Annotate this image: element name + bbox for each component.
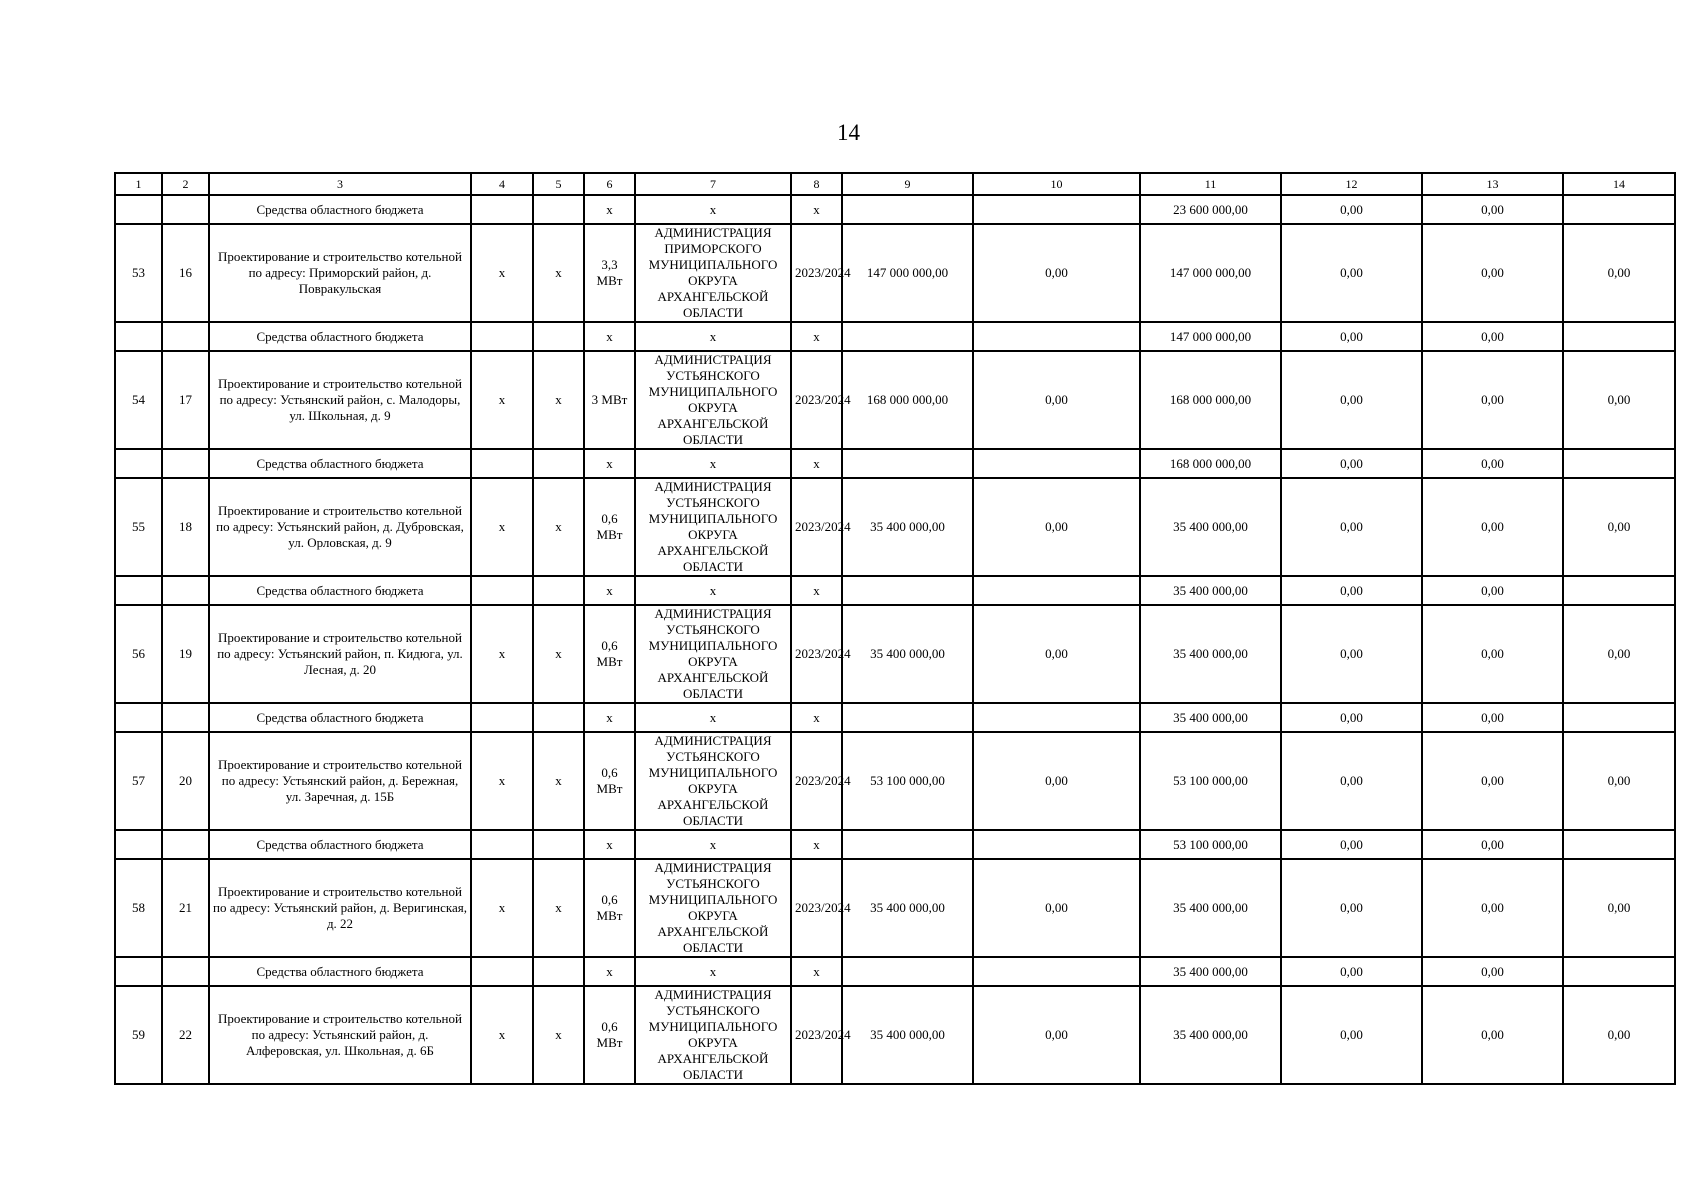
table-cell	[162, 195, 209, 224]
table-cell: 0,00	[1563, 478, 1675, 576]
table-cell: Средства областного бюджета	[209, 576, 471, 605]
table-cell	[162, 703, 209, 732]
project-row	[115, 478, 1675, 576]
table-cell: x	[635, 576, 791, 605]
table-cell: 168 000 000,00	[1140, 351, 1281, 449]
table-cell: 2023/2024	[791, 224, 842, 322]
table-cell	[471, 576, 533, 605]
table-cell: 0,00	[973, 859, 1140, 957]
table-cell	[842, 449, 973, 478]
column-header: 6	[584, 173, 635, 195]
table-cell: 0,00	[973, 478, 1140, 576]
table-cell: 0,00	[1281, 478, 1422, 576]
table-cell: 0,00	[1422, 576, 1563, 605]
table-cell: x	[533, 986, 584, 1084]
table-cell	[471, 703, 533, 732]
table-cell: 56	[115, 605, 162, 703]
table-cell: Проектирование и строительство котельной по адресу: Устьянский район, д. Веригинская, д. 22	[209, 859, 471, 957]
table-cell: 0,00	[973, 224, 1140, 322]
table-cell: 35 400 000,00	[842, 478, 973, 576]
column-header: 13	[1422, 173, 1563, 195]
table-cell: 0,00	[1422, 478, 1563, 576]
table-cell: x	[533, 478, 584, 576]
project-row	[115, 605, 1675, 703]
table-cell	[533, 576, 584, 605]
table-cell	[1563, 957, 1675, 986]
table-cell: Средства областного бюджета	[209, 957, 471, 986]
table-cell: 0,00	[1281, 986, 1422, 1084]
table-cell	[115, 576, 162, 605]
table-cell: АДМИНИСТРАЦИЯ УСТЬЯНСКОГО МУНИЦИПАЛЬНОГО ОКРУГА АРХАНГЕЛЬСКОЙ ОБЛАСТИ	[635, 478, 791, 576]
table-cell	[973, 703, 1140, 732]
table-cell: 0,00	[1281, 732, 1422, 830]
column-header: 3	[209, 173, 471, 195]
table-cell: x	[635, 957, 791, 986]
table-cell: 0,00	[1281, 322, 1422, 351]
table-cell: 17	[162, 351, 209, 449]
header-row	[115, 173, 1675, 195]
funding-source-row	[115, 449, 1675, 478]
table-cell: x	[635, 830, 791, 859]
column-header: 12	[1281, 173, 1422, 195]
table-cell: x	[533, 732, 584, 830]
table-cell: Средства областного бюджета	[209, 195, 471, 224]
table-cell: 0,00	[1281, 859, 1422, 957]
table-cell	[973, 957, 1140, 986]
table-cell: 59	[115, 986, 162, 1084]
table-cell	[842, 830, 973, 859]
table-cell: 57	[115, 732, 162, 830]
table-cell	[1563, 576, 1675, 605]
table-cell: 0,00	[1563, 605, 1675, 703]
table-cell: 0,6 МВт	[584, 605, 635, 703]
table-cell	[1563, 322, 1675, 351]
table-cell: 0,00	[1422, 732, 1563, 830]
project-row	[115, 986, 1675, 1084]
table-cell: 0,6 МВт	[584, 986, 635, 1084]
table-cell: 0,00	[1563, 986, 1675, 1084]
table-cell: АДМИНИСТРАЦИЯ ПРИМОРСКОГО МУНИЦИПАЛЬНОГО ОКРУГА АРХАНГЕЛЬСКОЙ ОБЛАСТИ	[635, 224, 791, 322]
table-cell: 0,00	[1563, 732, 1675, 830]
column-header: 5	[533, 173, 584, 195]
table-cell: 0,00	[973, 605, 1140, 703]
table-cell	[115, 703, 162, 732]
table-cell: 0,00	[1281, 576, 1422, 605]
table-cell: x	[584, 830, 635, 859]
table-cell	[162, 957, 209, 986]
table-cell: Средства областного бюджета	[209, 322, 471, 351]
table-cell: 53 100 000,00	[842, 732, 973, 830]
table-cell: 35 400 000,00	[842, 986, 973, 1084]
table-cell: АДМИНИСТРАЦИЯ УСТЬЯНСКОГО МУНИЦИПАЛЬНОГО ОКРУГА АРХАНГЕЛЬСКОЙ ОБЛАСТИ	[635, 351, 791, 449]
table-cell	[162, 322, 209, 351]
table-cell	[533, 322, 584, 351]
funding-source-row	[115, 703, 1675, 732]
column-header: 4	[471, 173, 533, 195]
table-cell: x	[471, 986, 533, 1084]
table-cell	[162, 576, 209, 605]
table-cell: 35 400 000,00	[1140, 986, 1281, 1084]
table-cell	[115, 830, 162, 859]
table-cell	[973, 576, 1140, 605]
table-cell: 2023/2024	[791, 732, 842, 830]
table-cell	[162, 830, 209, 859]
table-cell	[533, 830, 584, 859]
funding-source-row	[115, 195, 1675, 224]
table-cell	[533, 195, 584, 224]
table-cell	[842, 195, 973, 224]
page-number: 14	[837, 120, 860, 145]
table-cell	[471, 195, 533, 224]
project-row	[115, 732, 1675, 830]
table-cell: 2023/2024	[791, 986, 842, 1084]
table-cell: 35 400 000,00	[1140, 703, 1281, 732]
table-cell: x	[533, 859, 584, 957]
table-cell: 35 400 000,00	[1140, 576, 1281, 605]
table-cell: x	[635, 449, 791, 478]
table-cell	[973, 830, 1140, 859]
table-cell: x	[791, 703, 842, 732]
column-header: 9	[842, 173, 973, 195]
project-row	[115, 859, 1675, 957]
table-cell: x	[584, 449, 635, 478]
table-cell: 0,00	[973, 986, 1140, 1084]
table-cell	[842, 703, 973, 732]
table-cell: 53 100 000,00	[1140, 830, 1281, 859]
column-header: 10	[973, 173, 1140, 195]
table-cell: x	[791, 957, 842, 986]
table-cell: Проектирование и строительство котельной по адресу: Устьянский район, п. Кидюга, ул. Лесная, д. 20	[209, 605, 471, 703]
table-cell	[162, 449, 209, 478]
table-cell: 35 400 000,00	[1140, 605, 1281, 703]
table-cell: АДМИНИСТРАЦИЯ УСТЬЯНСКОГО МУНИЦИПАЛЬНОГО ОКРУГА АРХАНГЕЛЬСКОЙ ОБЛАСТИ	[635, 986, 791, 1084]
table-cell: 35 400 000,00	[1140, 859, 1281, 957]
table-cell: 55	[115, 478, 162, 576]
table-cell: 35 400 000,00	[1140, 478, 1281, 576]
table-cell: x	[584, 957, 635, 986]
table-cell: 0,00	[973, 732, 1140, 830]
table-cell: 0,00	[1281, 351, 1422, 449]
funding-source-row	[115, 576, 1675, 605]
table-cell: Проектирование и строительство котельной по адресу: Устьянский район, д. Дубровская, ул. Орловская, д. 9	[209, 478, 471, 576]
table-cell: Проектирование и строительство котельной по адресу: Устьянский район, д. Бережная, ул. Заречная, д. 15Б	[209, 732, 471, 830]
table-cell: 18	[162, 478, 209, 576]
table-cell: x	[471, 224, 533, 322]
table-cell: 0,6 МВт	[584, 478, 635, 576]
budget-table	[114, 172, 1676, 1085]
table-cell: 35 400 000,00	[1140, 957, 1281, 986]
table-cell: 0,00	[1422, 449, 1563, 478]
table-cell: 0,00	[1422, 703, 1563, 732]
table-cell: x	[533, 605, 584, 703]
table-cell: 0,00	[1563, 224, 1675, 322]
table-cell	[842, 576, 973, 605]
table-cell: x	[635, 703, 791, 732]
table-cell	[1563, 195, 1675, 224]
table-cell	[1563, 830, 1675, 859]
table-cell: 0,6 МВт	[584, 732, 635, 830]
table-cell: x	[635, 195, 791, 224]
funding-source-row	[115, 957, 1675, 986]
table-cell	[1563, 703, 1675, 732]
table-cell: 0,00	[1422, 322, 1563, 351]
table-cell: x	[533, 224, 584, 322]
table-cell	[115, 449, 162, 478]
table-cell: 168 000 000,00	[1140, 449, 1281, 478]
column-header: 11	[1140, 173, 1281, 195]
table-cell: АДМИНИСТРАЦИЯ УСТЬЯНСКОГО МУНИЦИПАЛЬНОГО ОКРУГА АРХАНГЕЛЬСКОЙ ОБЛАСТИ	[635, 859, 791, 957]
table-cell: 0,00	[1422, 830, 1563, 859]
table-cell: 22	[162, 986, 209, 1084]
table-cell: 16	[162, 224, 209, 322]
table-cell: 0,6 МВт	[584, 859, 635, 957]
table-cell: 0,00	[1563, 351, 1675, 449]
project-row	[115, 224, 1675, 322]
table-cell: АДМИНИСТРАЦИЯ УСТЬЯНСКОГО МУНИЦИПАЛЬНОГО ОКРУГА АРХАНГЕЛЬСКОЙ ОБЛАСТИ	[635, 732, 791, 830]
table-cell: x	[584, 322, 635, 351]
funding-source-row	[115, 830, 1675, 859]
table-cell: 147 000 000,00	[842, 224, 973, 322]
table-cell: 168 000 000,00	[842, 351, 973, 449]
table-cell: 147 000 000,00	[1140, 322, 1281, 351]
table-cell: x	[791, 195, 842, 224]
table-cell: 53	[115, 224, 162, 322]
table-body	[115, 173, 1675, 1084]
table-cell: 35 400 000,00	[842, 605, 973, 703]
table-cell: 3 МВт	[584, 351, 635, 449]
column-header: 1	[115, 173, 162, 195]
table-cell: Средства областного бюджета	[209, 449, 471, 478]
table-cell: x	[471, 478, 533, 576]
table-cell: x	[471, 605, 533, 703]
table-cell: x	[533, 351, 584, 449]
table-cell	[471, 449, 533, 478]
table-cell: Средства областного бюджета	[209, 830, 471, 859]
table-cell: x	[791, 322, 842, 351]
table-cell	[115, 957, 162, 986]
column-header: 8	[791, 173, 842, 195]
table-cell: 0,00	[1281, 224, 1422, 322]
table-cell: 0,00	[1281, 449, 1422, 478]
table-cell: 0,00	[1422, 957, 1563, 986]
table-cell: 2023/2024	[791, 478, 842, 576]
table-cell: x	[584, 703, 635, 732]
column-header: 14	[1563, 173, 1675, 195]
table-cell	[115, 322, 162, 351]
table-cell: x	[471, 859, 533, 957]
table-cell: x	[471, 732, 533, 830]
table-cell: 54	[115, 351, 162, 449]
table-cell: 147 000 000,00	[1140, 224, 1281, 322]
table-cell	[533, 957, 584, 986]
table-cell: x	[791, 449, 842, 478]
table-cell: Проектирование и строительство котельной по адресу: Приморский район, д. Повракульская	[209, 224, 471, 322]
table-cell: Средства областного бюджета	[209, 703, 471, 732]
table-cell: 20	[162, 732, 209, 830]
table-cell: Проектирование и строительство котельной по адресу: Устьянский район, д. Алферовская, ул. Школьная, д. 6Б	[209, 986, 471, 1084]
table-cell: x	[635, 322, 791, 351]
table-cell: Проектирование и строительство котельной по адресу: Устьянский район, с. Малодоры, ул. Школьная, д. 9	[209, 351, 471, 449]
table-cell	[471, 957, 533, 986]
table-cell: 0,00	[1281, 195, 1422, 224]
table-cell: x	[791, 576, 842, 605]
table-cell: 3,3 МВт	[584, 224, 635, 322]
table-cell: 0,00	[1281, 605, 1422, 703]
project-row	[115, 351, 1675, 449]
table-cell: 0,00	[1422, 351, 1563, 449]
funding-source-row	[115, 322, 1675, 351]
table-cell: x	[471, 351, 533, 449]
table-cell	[842, 322, 973, 351]
table-cell	[973, 449, 1140, 478]
table-cell: 0,00	[1422, 605, 1563, 703]
table-cell: x	[584, 576, 635, 605]
table-cell: 0,00	[1422, 195, 1563, 224]
table-cell: 35 400 000,00	[842, 859, 973, 957]
table-cell: 0,00	[1422, 986, 1563, 1084]
table-cell: 53 100 000,00	[1140, 732, 1281, 830]
table-cell: 19	[162, 605, 209, 703]
table-cell	[973, 322, 1140, 351]
table-cell: 21	[162, 859, 209, 957]
table-cell	[533, 703, 584, 732]
table-cell	[471, 322, 533, 351]
table-cell: 0,00	[973, 351, 1140, 449]
column-header: 2	[162, 173, 209, 195]
table-cell: 0,00	[1281, 957, 1422, 986]
table-cell: 0,00	[1563, 859, 1675, 957]
table-cell	[533, 449, 584, 478]
table-cell: 0,00	[1281, 830, 1422, 859]
table-cell: 2023/2024	[791, 859, 842, 957]
table-cell: 2023/2024	[791, 605, 842, 703]
table-cell: 2023/2024	[791, 351, 842, 449]
table-cell	[115, 195, 162, 224]
table-cell	[973, 195, 1140, 224]
table-cell: x	[584, 195, 635, 224]
column-header: 7	[635, 173, 791, 195]
table-cell: 0,00	[1422, 859, 1563, 957]
table-cell: АДМИНИСТРАЦИЯ УСТЬЯНСКОГО МУНИЦИПАЛЬНОГО ОКРУГА АРХАНГЕЛЬСКОЙ ОБЛАСТИ	[635, 605, 791, 703]
table-cell: x	[791, 830, 842, 859]
table-cell: 23 600 000,00	[1140, 195, 1281, 224]
table-cell: 58	[115, 859, 162, 957]
table-cell	[1563, 449, 1675, 478]
table-cell	[842, 957, 973, 986]
table-cell	[471, 830, 533, 859]
table-cell: 0,00	[1422, 224, 1563, 322]
table-cell: 0,00	[1281, 703, 1422, 732]
